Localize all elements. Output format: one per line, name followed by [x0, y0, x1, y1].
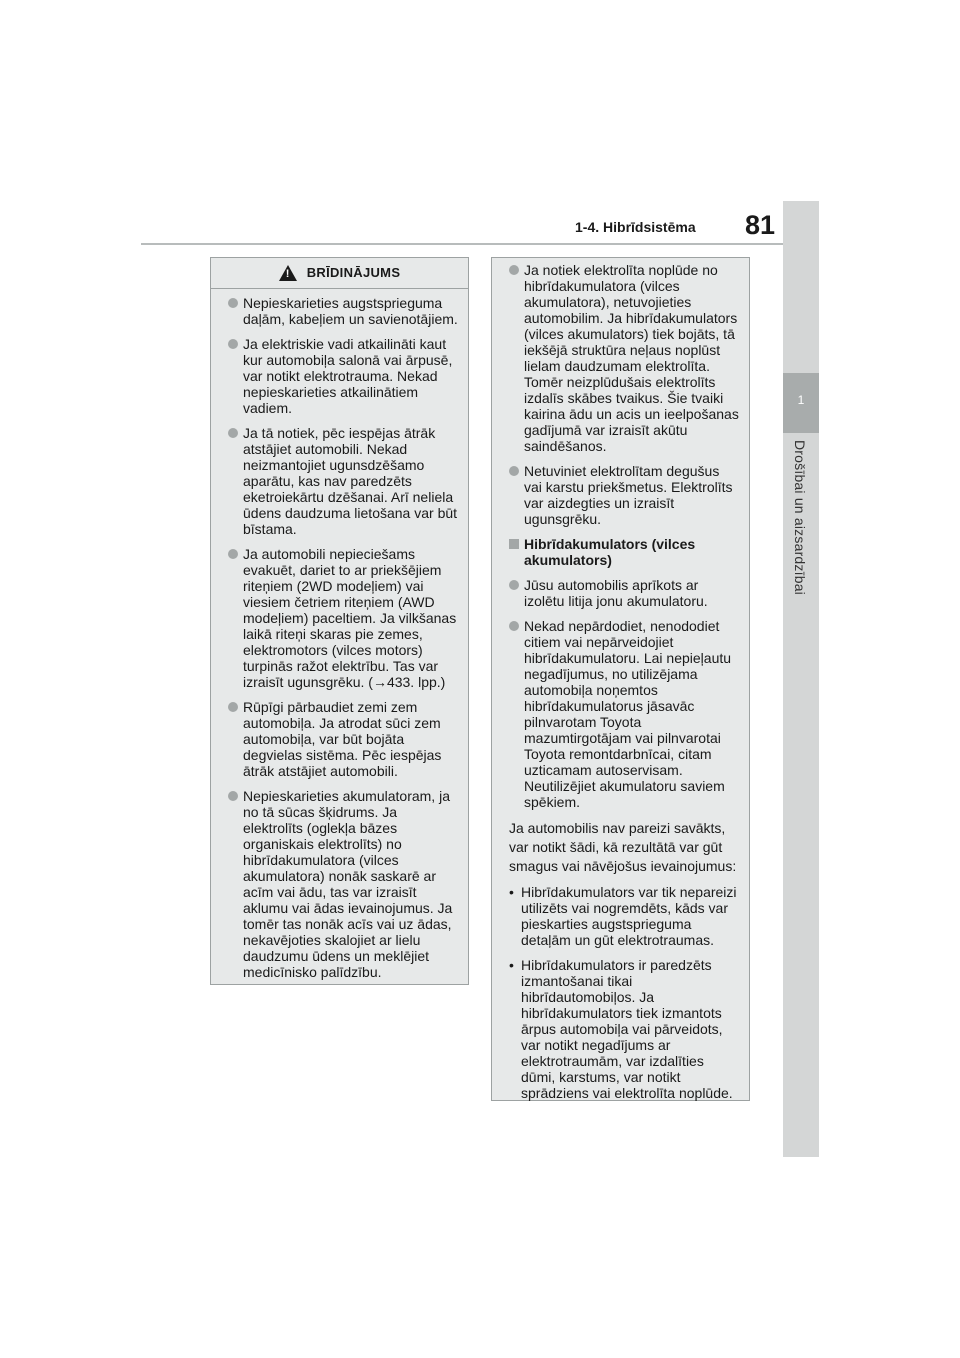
- warning-header: [211, 258, 468, 289]
- warning-item: Rūpīgi pārbaudiet zemi zem automobiļa. Ja atrodat sūci zem automobiļa, var būt bojāta degvielas sistēma. Pēc iespējas ātrāk atstājiet automobili.: [228, 699, 460, 779]
- dot-list-item: • Hibrīdakumulators var tik nepareizi utilizēts vai nogremdēts, kāds var pieskarties augstsprieguma detaļām un gūt elektrotraumas.: [509, 884, 737, 948]
- bullet-icon: [509, 265, 519, 275]
- dot-bullet-icon: •: [509, 957, 514, 973]
- warning-item: Netuviniet elektrolītam degušus vai karstu priekšmetus. Elektrolīts var aizdegties un izraisīt ugunsgrēku.: [509, 463, 741, 527]
- warning-item: Jūsu automobilis aprīkots ar izolētu litija jonu akumulatoru.: [509, 577, 741, 609]
- chapter-side-tab: [783, 201, 819, 1157]
- bullet-icon: [509, 580, 519, 590]
- bullet-icon: [228, 702, 238, 712]
- square-bullet-icon: [509, 539, 519, 549]
- warning-box-left: [210, 257, 469, 985]
- warning-item: Nepieskarieties augstsprieguma daļām, kabeļiem un savienotājiem.: [228, 295, 460, 327]
- warning-item: Ja notiek elektrolīta noplūde no hibrīdakumulatora (vilces akumulatora), netuvojieties automobilim. Ja hibrīdakumulators (vilces akumulators) tiek bojāts, tā iekšējā struktūra neļaus noplūst lielam daudzumam elektrolīta. Tomēr neizplūdušais elektrolīts izdalīs skābes tvaikus. Šie tvaiki kairina ādu un acis un ieelpošanas gadījumā var izraisīt akūtu saindēšanos.: [509, 262, 741, 454]
- warning-box-right: [491, 257, 750, 1101]
- warning-subheading: Hibrīdakumulators (vilces akumulators): [509, 536, 741, 568]
- bullet-icon: [228, 549, 238, 559]
- warning-item: Ja automobili nepieciešams evakuēt, dariet to ar priekšējiem riteņiem (2WD modeļiem) vai viesiem četriem riteņiem (AWD modeļiem) paceltiem. Ja vilkšanas laikā riteņi skaras pie zemes, elektromotors (vilces motors) turpinās ražot elektrību. Tas var izraisīt ugunsgrēku. (→433. lpp.): [228, 546, 460, 690]
- warning-item: Ja tā notiek, pēc iespējas ātrāk atstājiet automobili. Nekad neizmantojiet ugunsdzēšamo aparātu, kas nav paredzēts eketroiekārtu dzēšanai. Arī neliela ūdens daudzuma lietošana var būt bīstama.: [228, 425, 460, 537]
- section-title: 1-4. Hibrīdsistēma: [575, 219, 696, 235]
- warning-item: Nepieskarieties akumulatoram, ja no tā sūcas šķidrums. Ja elektrolīts (oglekļa bāzes organiskais elektrolīts) no hibrīdakumulatora (vilces akumulatora) nonāk saskarē ar acīm vai ādu, tas var izraisīt aklumu vai ādas ievainojumus. Ja tomēr tas nonāk acīs vai uz ādas, nekavējoties skalojiet ar lielu daudzumu ūdens un meklējiet medicīnisko palīdzību.: [228, 788, 460, 980]
- warning-triangle-icon: [279, 265, 297, 281]
- chapter-number: 1: [797, 393, 805, 407]
- chapter-title: Drošībai un aizsardzībai: [792, 440, 808, 595]
- bullet-icon: [509, 466, 519, 476]
- warning-item: Nekad nepārdodiet, nenododiet citiem vai nepārveidojiet hibrīdakumulatoru. Lai nepieļautu negadījumus, no utilizējama automobiļa noņemtos hibrīdakumulatorus jāsavāc pilnvarotam Toyota mazumtirgotājam vai pilnvarotai Toyota remontdarbnīcai, citam uzticamam autoservisam. Neutilizējiet akumulatoru saviem spēkiem.: [509, 618, 741, 810]
- bullet-icon: [228, 791, 238, 801]
- page-number: 81: [745, 210, 776, 240]
- dot-list-item: • Hibrīdakumulators ir paredzēts izmantošanai tikai hibrīdautomobiļos. Ja hibrīdakumulators tiek izmantots ārpus automobiļa vai pārveidots, var notikt negadījums ar elektrotraumām, var izdalīties dūmi, karstums, var notikt sprādziens vai elektrolīta noplūde.: [509, 957, 733, 1101]
- header-rule: [141, 243, 783, 245]
- warning-item: Ja elektriskie vadi atkailināti kaut kur automobiļa salonā vai ārpusē, var notikt elektrotrauma. Nekad nepieskarieties atkailinātiem vadiem.: [228, 336, 460, 416]
- bullet-icon: [509, 621, 519, 631]
- warning-paragraph: Ja automobilis nav pareizi savākts, var notikt šādi, kā rezultātā var gūt smagus vai nāvējošus ievainojumus:: [509, 820, 737, 874]
- bullet-icon: [228, 428, 238, 438]
- dot-bullet-icon: •: [509, 884, 514, 900]
- bullet-icon: [228, 298, 238, 308]
- bullet-icon: [228, 339, 238, 349]
- warning-title: BRĪDINĀJUMS: [306, 265, 401, 280]
